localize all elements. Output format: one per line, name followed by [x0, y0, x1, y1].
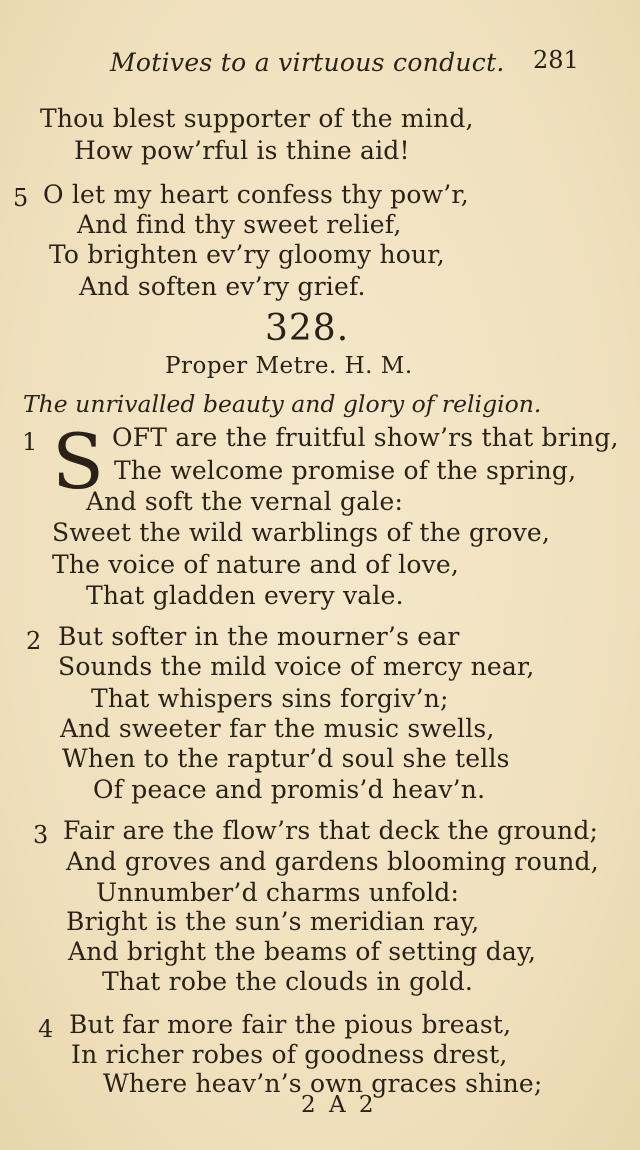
verse-line: And sweeter far the music swells,	[60, 714, 495, 743]
verse-line: The welcome promise of the spring,	[114, 456, 577, 485]
verse-line: And soften ev’ry grief.	[79, 272, 366, 301]
verse-line: That robe the clouds in gold.	[102, 967, 474, 996]
verse-number: 4	[38, 1015, 54, 1043]
verse-line: But far more fair the pious breast,	[69, 1010, 512, 1039]
verse-line: The voice of nature and of love,	[52, 550, 460, 579]
verse-number: 1	[22, 428, 38, 456]
verse-line: And soft the vernal gale:	[86, 487, 404, 516]
verse-line: And groves and gardens blooming round,	[66, 847, 599, 876]
running-header: Motives to a virtuous conduct.	[110, 48, 505, 77]
verse-line: Thou blest supporter of the mind,	[40, 104, 474, 133]
verse-line: How pow’rful is thine aid!	[74, 136, 410, 165]
hymn-metre: Proper Metre. H. M.	[165, 353, 413, 379]
page-number: 281	[533, 46, 579, 74]
verse-line: Of peace and promis’d heav’n.	[93, 775, 486, 804]
hymn-subtitle: The unrivalled beauty and glory of religion.	[23, 390, 542, 418]
verse-number: 5	[13, 184, 29, 212]
verse-line: O let my heart confess thy pow’r,	[43, 180, 469, 209]
verse-line: That whispers sins forgiv’n;	[91, 684, 449, 713]
verse-line: OFT are the fruitful show’rs that bring,	[112, 423, 619, 452]
verse-line: Where heav’n’s own graces shine;	[103, 1069, 543, 1098]
verse-line: And find thy sweet relief,	[77, 210, 402, 239]
verse-line: And bright the beams of setting day,	[68, 937, 537, 966]
drop-cap: S	[52, 417, 105, 506]
verse-line: Sweet the wild warblings of the grove,	[52, 518, 551, 547]
verse-line: Sounds the mild voice of mercy near,	[58, 652, 535, 681]
verse-line: Unnumber’d charms unfold:	[96, 878, 460, 907]
verse-line: In richer robes of goodness drest,	[71, 1040, 508, 1069]
verse-line: To brighten ev’ry gloomy hour,	[49, 240, 445, 269]
verse-line: But softer in the mourner’s ear	[58, 622, 460, 651]
hymn-number: 328.	[265, 308, 350, 349]
verse-line: That gladden every vale.	[86, 581, 404, 610]
verse-line: Fair are the flow’rs that deck the ground;	[63, 816, 599, 845]
verse-number: 3	[33, 821, 49, 849]
verse-line: Bright is the sun’s meridian ray,	[66, 907, 480, 936]
signature-mark: 2 A 2	[301, 1092, 377, 1118]
verse-number: 2	[26, 627, 42, 655]
verse-line: When to the raptur’d soul she tells	[62, 744, 510, 773]
